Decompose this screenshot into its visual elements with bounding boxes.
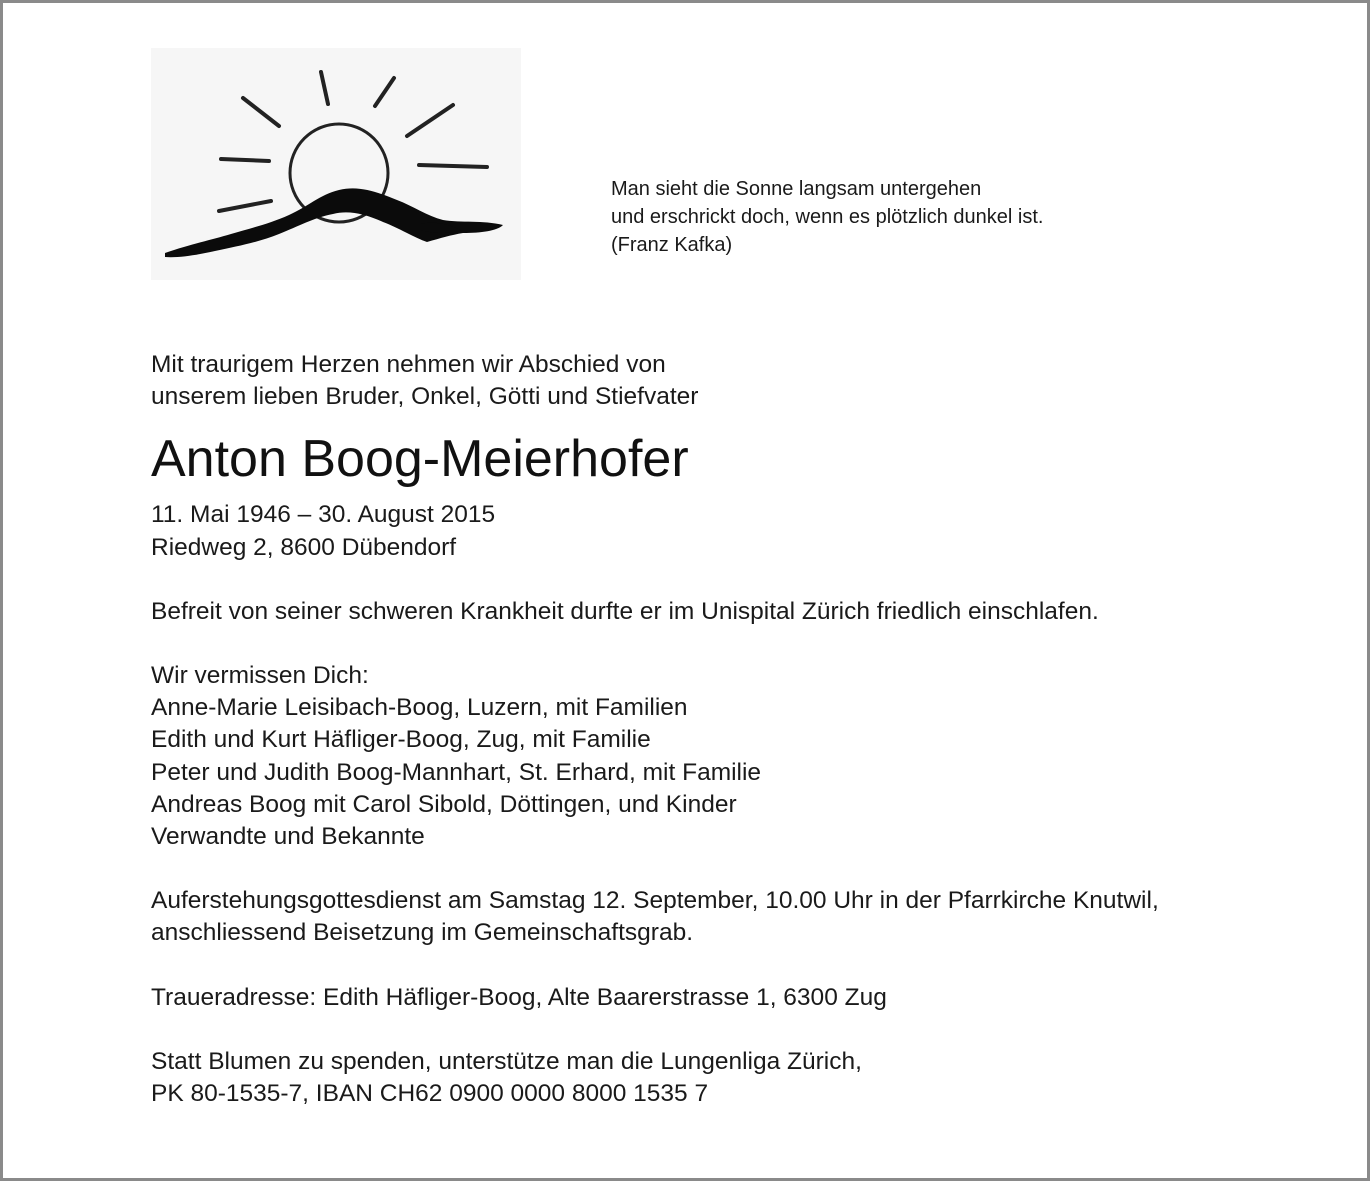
quote-line: Man sieht die Sonne langsam untergehen [611,178,982,200]
deceased-address: Riedweg 2, 8600 Dübendorf [151,533,457,561]
obituary-text [151,349,1331,1110]
life-dates: 11. Mai 1946 – 30. August 2015 [151,501,496,529]
service-details: anschliessend Beisetzung im Gemeinschaftsgrab. [151,919,694,947]
donation-note: Statt Blumen zu spenden, unterstütze man die Lungenliga Zürich, [151,1047,862,1075]
mourner-entry: Andreas Boog mit Carol Sibold, Döttingen, und Kinder [151,790,737,818]
sunset-over-hills-icon [151,48,521,280]
kafka-quote [611,175,1043,259]
mourning-address: Traueradresse: Edith Häfliger-Boog, Alte Baarerstrasse 1, 6300 Zug [151,983,887,1011]
mourner-entry: Verwandte und Bekannte [151,823,425,851]
mourners-heading: Wir vermissen Dich: [151,662,369,690]
intro-line: Mit traurigem Herzen nehmen wir Abschied von [151,351,666,378]
passing-note: Befreit von seiner schweren Krankheit durfte er im Unispital Zürich friedlich einschlafen. [151,597,1099,625]
deceased-name: Anton Boog-Meierhofer [151,430,689,489]
mourner-entry: Peter und Judith Boog-Mannhart, St. Erhard, mit Familie [151,758,762,786]
mourner-entry: Edith und Kurt Häfliger-Boog, Zug, mit Familie [151,726,651,754]
intro-line: unserem lieben Bruder, Onkel, Götti und Stiefvater [151,383,699,411]
service-details: Auferstehungsgottesdienst am Samstag 12. September, 10.00 Uhr in der Pfarrkirche Knutwil, [151,887,1159,915]
donation-bank-details: PK 80-1535-7, IBAN CH62 0900 0000 8000 1535 7 [151,1080,709,1108]
quote-attribution: (Franz Kafka) [611,234,733,256]
quote-line: und erschrickt doch, wenn es plötzlich dunkel ist. [611,206,1044,228]
mourner-entry: Anne-Marie Leisibach-Boog, Luzern, mit Familien [151,694,688,722]
